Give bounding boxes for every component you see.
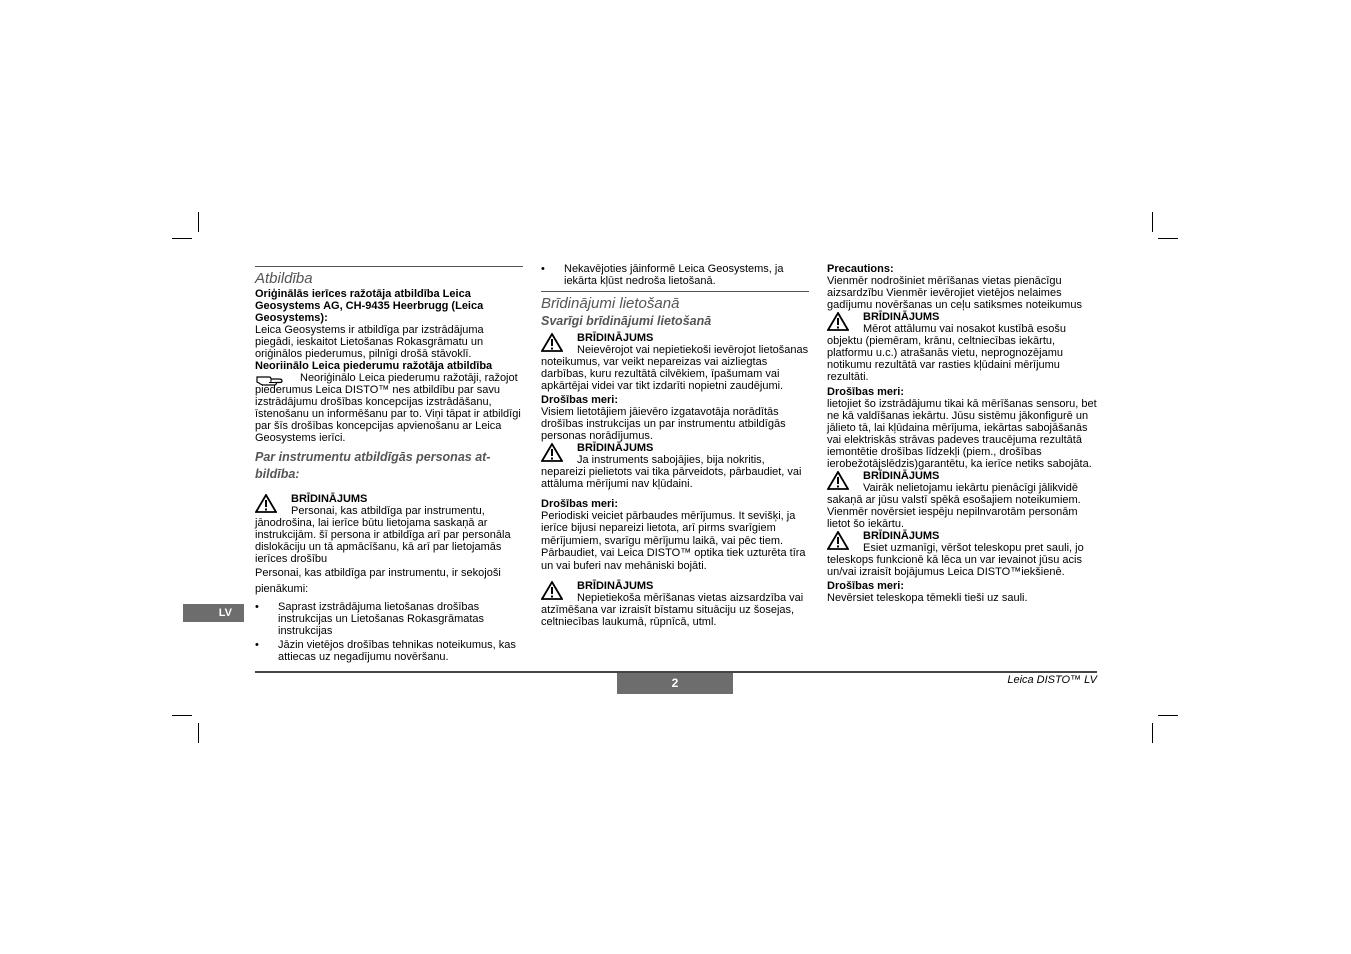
subsection-heading: Par instrumentu atbildīgās personas at-bildība: xyxy=(255,450,491,481)
safety-measures-text: Periodiski veiciet pārbaudes mērījumus. It sevišķi, ja ierīce bijusi nepareizi lietota, arī pirms svarīgiem mērījumiem, svarīgu mērījumu laikā, vai pēc tiem. Pārbaudiet, vai Leica DISTO™ optika tiek uzturēta tīra un vai buferi nav mehāniski bojāti. xyxy=(541,510,806,572)
warning-body: Vairāk nelietojamu iekārtu pienācīgi jālikvidē sakaņā ar jūsu valstī spēkā esošajiem noteikumiem. Vienmēr novērsiet iespēju nepilnvarotām personām lietot šo iekārtu. xyxy=(827,482,1081,530)
duty-list xyxy=(255,601,523,663)
warning-body: Esiet uzmanīgi, vēršot teleskopu pret sauli, jo teleskops funkcionē kā lēca un var ievainot jūsu acis un/vai izraisīt bojājumus Leica DISTO™iekšienē. xyxy=(827,542,1084,578)
crop-mark xyxy=(1152,723,1153,743)
section-heading: Atbildība xyxy=(255,270,313,287)
column-1 xyxy=(255,266,523,665)
safety-measures-text: Nevērsiet teleskopa tēmekli tieši uz sauli. xyxy=(827,592,1028,604)
crop-mark xyxy=(1158,238,1178,239)
warning-body: Neievērojot vai nepietiekoši ievērojot lietošanas noteikumus, var veikt nepareizas vai aizliegtas darbības, kuru rezultātā cilvēkiem, īpašumam vai apkārtējai videi var tikt izdarīti nopietni zaudējumi. xyxy=(541,344,809,392)
crop-mark xyxy=(198,212,199,232)
paragraph: Leica Geosystems ir atbildīga par izstrādājuma piegādi, ieskaitot Lietošanas Rokasgrāmatu un oriģinālos piederumus, pilnīgi drošā stāvoklī. xyxy=(255,324,484,360)
list-item: • Nekavējoties jāinformē Leica Geosystems, ja iekārta kļūst nedroša lietošanā. xyxy=(541,263,809,287)
warning-triangle-icon xyxy=(541,443,563,465)
warning-block xyxy=(827,530,1097,542)
safety-measures-label: Drošības meri: xyxy=(541,394,619,406)
crop-mark xyxy=(172,715,192,716)
crop-mark xyxy=(172,238,192,239)
warning-triangle-icon xyxy=(255,494,277,516)
warning-triangle-icon xyxy=(827,531,849,553)
safety-measures-text: lietojiet šo izstrādājumu tikai kā mērīšanas sensoru, bet ne kā valdīšanas iekārtu. Jūsu sistēmu jākonfigurē un jālieto tā, lai kļūdaina mērījuma, iekārtas sabojāšanās vai elektriskās strāvas padeves traucējuma rezultātā iemontētie drošības līdzekļi (piem., drošības ierobežotājslēdzis)garantētu, ka ierīce netiks sabojāta. xyxy=(827,398,1097,470)
warning-body: Personai, kas atbildīga par instrumentu, jānodrošina, lai ierīce būtu lietojama saskaņā ar instrukcijām. šī persona ir atbildīga arī par personāla dislokāciju un tā apmācīšanu, kā arī par lietojamās ierīces drošību xyxy=(255,505,511,565)
crop-mark xyxy=(1158,715,1178,716)
warning-triangle-icon xyxy=(827,312,849,334)
subsection-heading: Svarīgi brīdinājumi lietošanā xyxy=(541,314,712,328)
accessory-responsibility-title: Neoriinālo Leica piederumu ražotāja atbildība xyxy=(255,360,493,372)
warning-block xyxy=(255,493,523,505)
column-2 xyxy=(541,263,809,628)
warning-block xyxy=(541,580,809,592)
safety-measures-text: Visiem lietotājiem jāievēro izgatavotāja norādītās drošības instrukcijas un par instrumentu atbildīgās personas norādījumus. xyxy=(541,406,786,442)
warning-block xyxy=(827,311,1097,323)
crop-mark xyxy=(198,723,199,743)
warning-title: BRĪDINĀJUMS xyxy=(863,530,940,542)
warning-body: Mērot attālumu vai nosakot kustībā esošu objektu (piemēram, krānu, celtniecības iekārtu, platformu u.c.) atrašanās vietu, neprognozējamu notikumu rezultātā var rasties kļūdaini mērījumu rezultāti. xyxy=(827,323,1066,383)
warning-title: BRĪDINĀJUMS xyxy=(577,332,654,344)
manufacturer-responsibility-title: Oriģinālās ierīces ražotāja atbildība Leica Geosystems AG, CH-9435 Heerbrugg (Leica Geosystems): xyxy=(255,288,484,324)
safety-measures-label: Drošības meri: xyxy=(827,386,905,398)
column-3 xyxy=(827,263,1097,604)
top-list xyxy=(541,263,809,287)
warning-block xyxy=(827,470,1097,482)
safety-measures-label: Drošības meri: xyxy=(541,498,619,510)
warning-title: BRĪDINĀJUMS xyxy=(577,580,654,593)
footer-brand: Leica DISTO™ LV xyxy=(1007,674,1097,686)
section-rule xyxy=(255,266,523,267)
precautions-label: Precautions: xyxy=(827,263,894,275)
hand-note-text: Neoriģinālo Leica piederumu ražotāji, ražojot piederumus Leica DISTO™ nes atbildību par savu izstrādājumu drošības koncepcijas izstrādāšanu, īstenošanu un informēšanu par to. Viņi tāpat ir atbildīgi par šīs drošības koncepcijas apvienošanu ar Leica Geosystems ierīci. xyxy=(255,372,521,444)
section-heading: Brīdinājumi lietošanā xyxy=(541,295,680,312)
warning-triangle-icon xyxy=(541,333,563,355)
safety-measures-label: Drošības meri: xyxy=(827,580,905,592)
page-number: 2 xyxy=(617,673,733,694)
warning-title: BRĪDINĀJUMS xyxy=(863,311,940,323)
list-item: • Jāzin vietējos drošības tehnikas noteikumus, kas attiecas uz negadījumu novēršanu. xyxy=(255,639,523,663)
pointing-hand-icon xyxy=(255,373,285,390)
crop-mark xyxy=(1152,212,1153,232)
warning-triangle-icon xyxy=(541,581,563,603)
warning-body: Nepietiekoša mērīšanas vietas aizsardzība vai atzīmēšana var izraisīt bīstamu situāciju uz šosejas, celtniecības laukumā, rūpnīcā, utml. xyxy=(541,592,804,629)
warning-block xyxy=(541,332,809,344)
warning-title: BRĪDINĀJUMS xyxy=(291,493,368,505)
list-item: • Saprast izstrādājuma lietošanas drošības instrukcijas un Lietošanas Rokasgrāmatas instrukcijas xyxy=(255,601,523,637)
language-tab: LV xyxy=(183,604,244,622)
warning-block xyxy=(541,442,809,454)
hand-note xyxy=(255,372,523,444)
warning-title: BRĪDINĀJUMS xyxy=(863,470,940,482)
paragraph: Personai, kas atbildīga par instrumentu, ir sekojoši pienākumi: xyxy=(255,567,501,595)
precautions-text: Vienmēr nodrošiniet mērīšanas vietas pienācīgu aizsardzību Vienmēr ievērojiet vietējos nelaimes gadījumu novēršanas un ceļu satiksmes noteikumus xyxy=(827,275,1082,311)
warning-triangle-icon xyxy=(827,471,849,493)
section-rule xyxy=(541,291,809,292)
warning-body: Ja instruments sabojājies, bija nokritis, nepareizi pielietots vai tika pārveidots, pārbaudiet, vai attāluma mērījumi nav kļūdaini. xyxy=(541,454,802,490)
warning-title: BRĪDINĀJUMS xyxy=(577,442,654,454)
